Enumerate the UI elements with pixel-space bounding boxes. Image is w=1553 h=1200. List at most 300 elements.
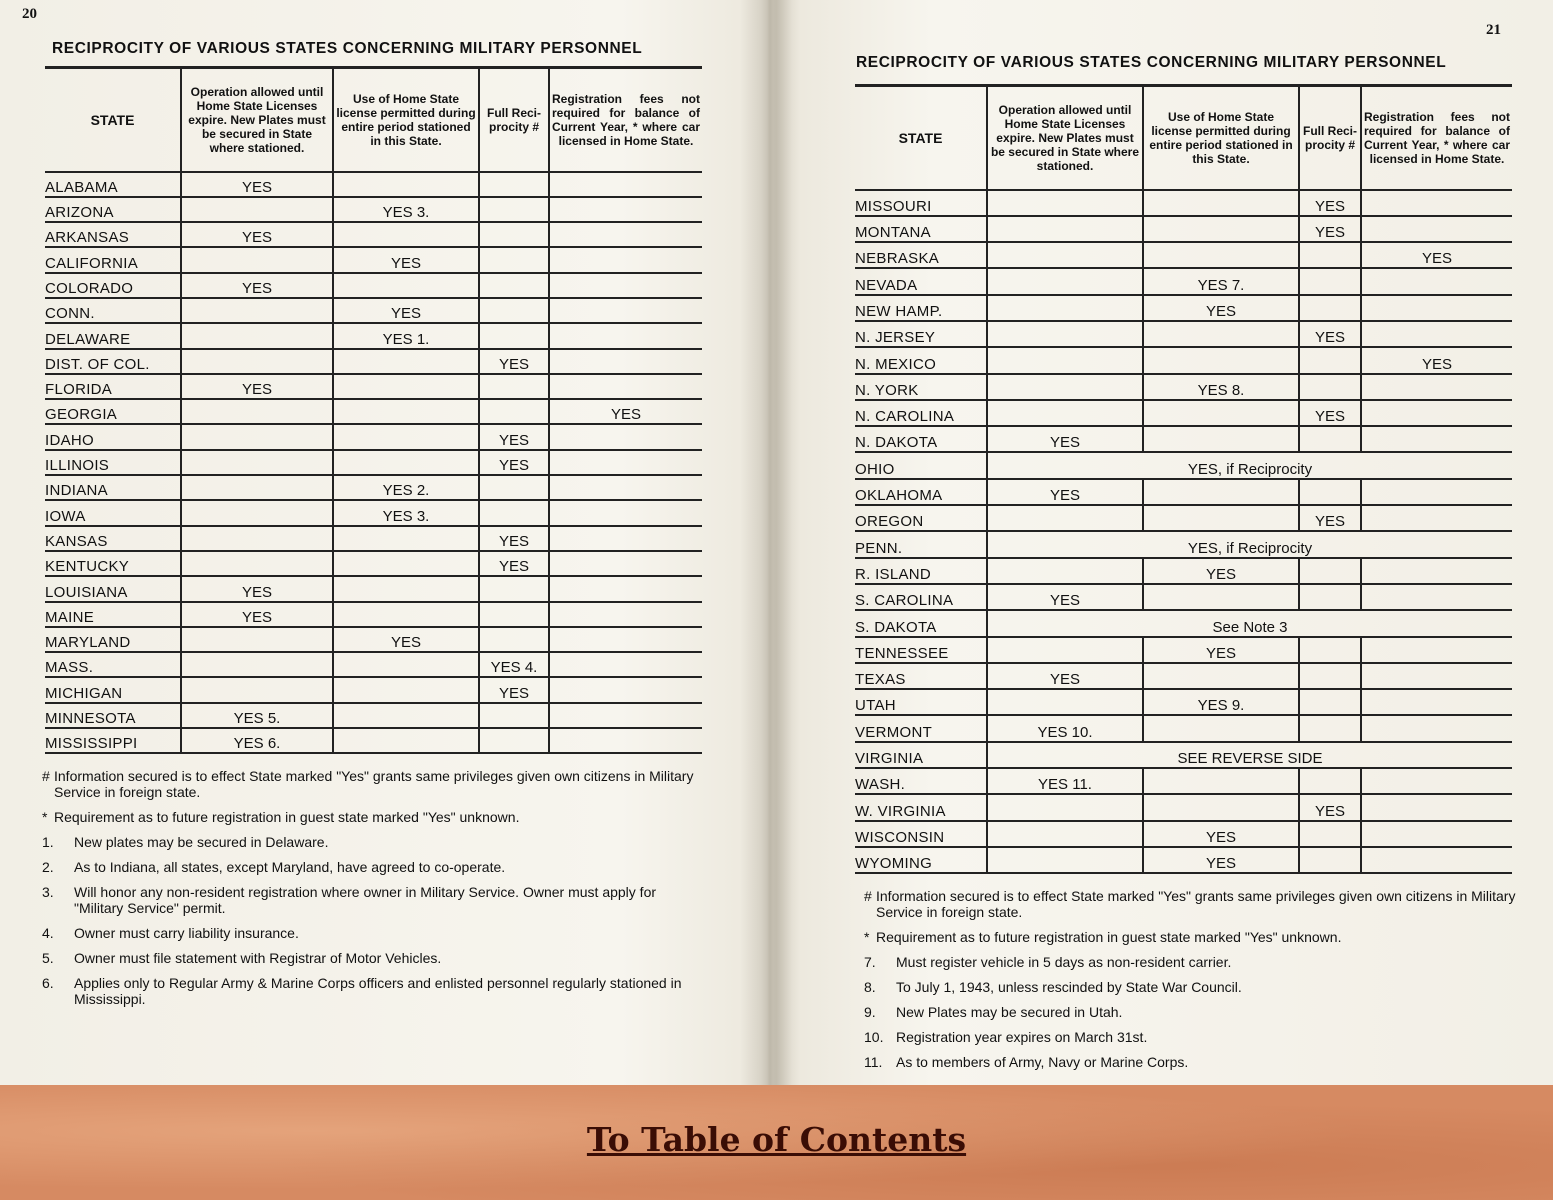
table-row [855,505,1512,531]
table-row [45,399,702,424]
home-license-cell: YES 3. [333,197,479,222]
footnote [864,888,1516,920]
full-reciprocity-cell [1299,347,1361,373]
table-row [45,475,702,500]
home-license-cell [333,703,479,728]
home-license-cell [333,728,479,753]
header-state: STATE [45,68,181,172]
registration-fees-cell [549,703,702,728]
state-name: KANSAS [45,526,181,551]
registration-fees-cell [1361,794,1512,820]
state-name: TEXAS [855,663,987,689]
operation-cell [987,637,1143,663]
footnote-marker: 3. [42,884,54,900]
full-reciprocity-cell: YES [1299,321,1361,347]
operation-cell [181,323,333,348]
state-name: WYOMING [855,847,987,873]
home-license-cell [1143,400,1299,426]
registration-fees-cell [1361,505,1512,531]
table-row [45,247,702,272]
operation-cell [181,475,333,500]
page-right [800,0,1553,1085]
registration-fees-cell [549,551,702,576]
home-license-cell [333,374,479,399]
registration-fees-cell [549,273,702,298]
home-license-cell [1143,663,1299,689]
operation-cell: YES [987,584,1143,610]
home-license-cell [1143,347,1299,373]
table-row [45,677,702,702]
footnote-text: Owner must carry liability insurance. [74,925,299,941]
state-name: MISSISSIPPI [45,728,181,753]
home-license-cell: YES [1143,847,1299,873]
registration-fees-cell [549,450,702,475]
table-row [45,728,702,753]
operation-cell: YES [181,602,333,627]
registration-fees-cell [1361,821,1512,847]
operation-cell [987,321,1143,347]
operation-cell [181,450,333,475]
home-license-cell [333,172,479,197]
table-row [45,602,702,627]
home-license-cell [333,222,479,247]
full-reciprocity-cell: YES [1299,505,1361,531]
footnotes [864,888,1516,1079]
footnote [864,929,1516,945]
home-license-cell: YES [1143,558,1299,584]
table-row [45,500,702,525]
state-name: WASH. [855,768,987,794]
operation-cell [987,794,1143,820]
footnote-text: As to members of Army, Navy or Marine Corps. [896,1054,1189,1070]
registration-fees-cell [549,374,702,399]
full-reciprocity-cell [1299,242,1361,268]
operation-cell [181,197,333,222]
state-name: DIST. OF COL. [45,349,181,374]
footnote [864,954,1516,970]
operation-cell: YES 11. [987,768,1143,794]
header-state: STATE [855,86,987,190]
state-name: S. DAKOTA [855,610,987,636]
full-reciprocity-cell: YES [479,424,549,449]
header-home-license: Use of Home State license permitted during entire period stationed in this State. [333,68,479,172]
state-name: N. YORK [855,374,987,400]
operation-cell [987,295,1143,321]
table-row [45,703,702,728]
state-name: NEVADA [855,268,987,294]
state-name: IOWA [45,500,181,525]
footnote-marker: 5. [42,950,54,966]
full-reciprocity-cell: YES [479,526,549,551]
registration-fees-cell [1361,268,1512,294]
state-name: MISSOURI [855,190,987,216]
operation-cell [181,652,333,677]
home-license-cell [333,349,479,374]
full-reciprocity-cell [479,374,549,399]
reciprocity-table [45,66,702,754]
footnote [42,809,694,825]
table-row [855,426,1512,452]
footnote [42,768,694,800]
table-row [45,551,702,576]
footnote [864,979,1516,995]
operation-cell [987,821,1143,847]
operation-cell: YES [181,172,333,197]
operation-cell [181,247,333,272]
footnote-text: Requirement as to future registration in guest state marked "Yes" unknown. [876,929,1342,945]
full-reciprocity-cell [479,500,549,525]
footnote-text: To July 1, 1943, unless rescinded by State War Council. [896,979,1242,995]
home-license-cell [1143,768,1299,794]
table-row [45,652,702,677]
registration-fees-cell [1361,637,1512,663]
home-license-cell [333,399,479,424]
spanning-note-cell: See Note 3 [987,610,1512,636]
full-reciprocity-cell [479,475,549,500]
table-row [855,400,1512,426]
table-row [855,794,1512,820]
registration-fees-cell [1361,847,1512,873]
home-license-cell [333,424,479,449]
footnote [42,950,694,966]
book-gutter [740,0,800,1085]
full-reciprocity-cell [479,323,549,348]
footnote [864,1029,1516,1045]
page-title: RECIPROCITY OF VARIOUS STATES CONCERNING MILITARY PERSONNEL [52,40,643,57]
full-reciprocity-cell [1299,637,1361,663]
state-name: N. CAROLINA [855,400,987,426]
registration-fees-cell [1361,768,1512,794]
full-reciprocity-cell [479,197,549,222]
table-row [855,452,1512,478]
full-reciprocity-cell [1299,426,1361,452]
state-name: N. DAKOTA [855,426,987,452]
registration-fees-cell [1361,689,1512,715]
table-row [855,637,1512,663]
header-full-reciprocity: Full Reci-procity # [1299,86,1361,190]
registration-fees-cell [1361,663,1512,689]
registration-fees-cell [549,500,702,525]
state-name: MASS. [45,652,181,677]
table-row [855,663,1512,689]
footnote-text: As to Indiana, all states, except Maryland, have agreed to co-operate. [74,859,506,875]
state-name: KENTUCKY [45,551,181,576]
state-name: MAINE [45,602,181,627]
registration-fees-cell [1361,715,1512,741]
full-reciprocity-cell [1299,558,1361,584]
registration-fees-cell [549,323,702,348]
table-row [45,222,702,247]
page-left [0,0,740,1085]
state-name: MARYLAND [45,627,181,652]
footnote-marker: 9. [864,1004,876,1020]
full-reciprocity-cell [1299,768,1361,794]
state-name: IDAHO [45,424,181,449]
state-name: OKLAHOMA [855,479,987,505]
full-reciprocity-cell [1299,374,1361,400]
operation-cell [987,268,1143,294]
registration-fees-cell [1361,295,1512,321]
state-name: FLORIDA [45,374,181,399]
state-name: CALIFORNIA [45,247,181,272]
home-license-cell [1143,242,1299,268]
reciprocity-table [855,84,1512,874]
home-license-cell [1143,321,1299,347]
operation-cell [181,349,333,374]
full-reciprocity-cell [1299,663,1361,689]
footnote [42,925,694,941]
full-reciprocity-cell: YES [1299,794,1361,820]
full-reciprocity-cell [479,728,549,753]
state-name: MICHIGAN [45,677,181,702]
registration-fees-cell [1361,584,1512,610]
registration-fees-cell [549,247,702,272]
registration-fees-cell [549,627,702,652]
registration-fees-cell [549,349,702,374]
full-reciprocity-cell: YES [479,677,549,702]
footnote-marker: 10. [864,1029,884,1045]
state-name: UTAH [855,689,987,715]
state-name: VERMONT [855,715,987,741]
state-name: INDIANA [45,475,181,500]
table-row [45,273,702,298]
header-operation: Operation allowed until Home State Licenses expire. New Plates must be secured in State where stationed. [181,68,333,172]
operation-cell [987,847,1143,873]
full-reciprocity-cell [479,703,549,728]
spanning-note-cell: YES, if Reciprocity [987,452,1512,478]
footnote-marker: 6. [42,975,54,991]
operation-cell [181,677,333,702]
registration-fees-cell [549,602,702,627]
footnote-marker: # [42,768,50,784]
home-license-cell [333,526,479,551]
registration-fees-cell: YES [1361,347,1512,373]
footnote-marker: 2. [42,859,54,875]
footnote-text: Applies only to Regular Army & Marine Corps officers and enlisted personnel regularly stationed in Mississippi. [74,975,682,1007]
footnote-text: New Plates may be secured in Utah. [896,1004,1123,1020]
registration-fees-cell [1361,321,1512,347]
footnotes [42,768,694,1016]
table-row [855,347,1512,373]
footnote-marker: 1. [42,834,54,850]
footnote-text: Must register vehicle in 5 days as non-resident carrier. [896,954,1232,970]
footnote [42,859,694,875]
full-reciprocity-cell [1299,715,1361,741]
footnote [42,834,694,850]
full-reciprocity-cell [1299,479,1361,505]
registration-fees-cell [1361,479,1512,505]
footnote-text: New plates may be secured in Delaware. [74,834,329,850]
full-reciprocity-cell [1299,847,1361,873]
header-registration-fees: Registration fees not required for balance of Current Year, * where car licensed in Home State. [1361,86,1512,190]
footnote-text: Owner must file statement with Registrar of Motor Vehicles. [74,950,442,966]
operation-cell [987,374,1143,400]
full-reciprocity-cell [479,576,549,601]
footnote-marker: # [864,888,872,904]
full-reciprocity-cell: YES [479,349,549,374]
state-name: GEORGIA [45,399,181,424]
state-name: DELAWARE [45,323,181,348]
operation-cell: YES [181,222,333,247]
operation-cell [181,627,333,652]
footnote-marker: 8. [864,979,876,995]
registration-fees-cell [549,576,702,601]
home-license-cell: YES [333,247,479,272]
home-license-cell [1143,794,1299,820]
home-license-cell: YES [1143,637,1299,663]
header-home-license: Use of Home State license permitted during entire period stationed in this State. [1143,86,1299,190]
table-row [855,847,1512,873]
footnote-marker: 4. [42,925,54,941]
page-title: RECIPROCITY OF VARIOUS STATES CONCERNING MILITARY PERSONNEL [856,54,1447,71]
table-row [45,197,702,222]
table-of-contents-link[interactable]: To Table of Contents [586,1120,967,1159]
table-row [855,295,1512,321]
table-row [45,450,702,475]
footnote [42,975,694,1007]
state-name: N. MEXICO [855,347,987,373]
registration-fees-cell [549,424,702,449]
table-row [45,526,702,551]
state-name: R. ISLAND [855,558,987,584]
header-operation: Operation allowed until Home State Licenses expire. New Plates must be secured in State where stationed. [987,86,1143,190]
registration-fees-cell: YES [1361,242,1512,268]
registration-fees-cell [1361,426,1512,452]
table-row [855,768,1512,794]
home-license-cell [333,652,479,677]
operation-cell [987,689,1143,715]
full-reciprocity-cell: YES [479,450,549,475]
home-license-cell: YES 7. [1143,268,1299,294]
full-reciprocity-cell [479,627,549,652]
footnote-text: Requirement as to future registration in guest state marked "Yes" unknown. [54,809,520,825]
header-registration-fees: Registration fees not required for balance of Current Year, * where car licensed in Home State. [549,68,702,172]
state-name: ARIZONA [45,197,181,222]
operation-cell [181,424,333,449]
registration-fees-cell [549,677,702,702]
state-name: ILLINOIS [45,450,181,475]
full-reciprocity-cell [479,273,549,298]
registration-fees-cell [549,652,702,677]
table-row [45,349,702,374]
registration-fees-cell [549,475,702,500]
operation-cell: YES [181,374,333,399]
operation-cell [181,526,333,551]
home-license-cell: YES 1. [333,323,479,348]
table-row [855,531,1512,557]
full-reciprocity-cell [479,298,549,323]
table-row [855,242,1512,268]
full-reciprocity-cell [1299,295,1361,321]
home-license-cell [333,602,479,627]
registration-fees-cell [1361,400,1512,426]
registration-fees-cell [1361,558,1512,584]
page-number: 21 [1486,22,1501,38]
operation-cell [987,216,1143,242]
full-reciprocity-cell [479,602,549,627]
operation-cell: YES 6. [181,728,333,753]
home-license-cell: YES [333,298,479,323]
state-name: LOUISIANA [45,576,181,601]
state-name: W. VIRGINIA [855,794,987,820]
page-number: 20 [22,6,37,22]
footnote-marker: * [42,809,48,825]
table-row [45,424,702,449]
home-license-cell: YES 2. [333,475,479,500]
registration-fees-cell [549,526,702,551]
full-reciprocity-cell: YES [1299,400,1361,426]
full-reciprocity-cell [479,222,549,247]
state-name: COLORADO [45,273,181,298]
footnote-marker: 7. [864,954,876,970]
operation-cell [987,558,1143,584]
registration-fees-cell [1361,190,1512,216]
footnote-text: Registration year expires on March 31st. [896,1029,1148,1045]
home-license-cell [333,551,479,576]
home-license-cell: YES [333,627,479,652]
home-license-cell: YES 3. [333,500,479,525]
registration-fees-cell: YES [549,399,702,424]
operation-cell: YES 10. [987,715,1143,741]
home-license-cell: YES [1143,821,1299,847]
home-license-cell [333,273,479,298]
full-reciprocity-cell: YES [1299,190,1361,216]
state-name: N. JERSEY [855,321,987,347]
state-name: WISCONSIN [855,821,987,847]
home-license-cell [1143,715,1299,741]
full-reciprocity-cell [1299,268,1361,294]
table-row [45,323,702,348]
operation-cell [181,298,333,323]
full-reciprocity-cell [479,172,549,197]
state-name: CONN. [45,298,181,323]
table-row [855,742,1512,768]
header-full-reciprocity: Full Reci-procity # [479,68,549,172]
operation-cell [181,399,333,424]
table-row [855,821,1512,847]
home-license-cell: YES 8. [1143,374,1299,400]
footnote [864,1054,1516,1070]
home-license-cell [1143,426,1299,452]
table-row [855,715,1512,741]
table-row [855,584,1512,610]
full-reciprocity-cell [479,247,549,272]
state-name: NEW HAMP. [855,295,987,321]
home-license-cell [333,677,479,702]
table-row [855,190,1512,216]
spanning-note-cell: SEE REVERSE SIDE [987,742,1512,768]
full-reciprocity-cell: YES [479,551,549,576]
footnote-text: Will honor any non-resident registration where owner in Military Service. Owner must apply for "Military Service" permit. [74,884,657,916]
state-name: PENN. [855,531,987,557]
full-reciprocity-cell: YES [1299,216,1361,242]
operation-cell [181,551,333,576]
table-row [45,298,702,323]
table-row [45,172,702,197]
registration-fees-cell [1361,374,1512,400]
spanning-note-cell: YES, if Reciprocity [987,531,1512,557]
table-row [855,321,1512,347]
table-row [855,268,1512,294]
registration-fees-cell [549,197,702,222]
footnote [42,884,694,916]
state-name: MINNESOTA [45,703,181,728]
state-name: VIRGINIA [855,742,987,768]
operation-cell [181,500,333,525]
home-license-cell: YES [1143,295,1299,321]
operation-cell [987,190,1143,216]
table-row [45,576,702,601]
